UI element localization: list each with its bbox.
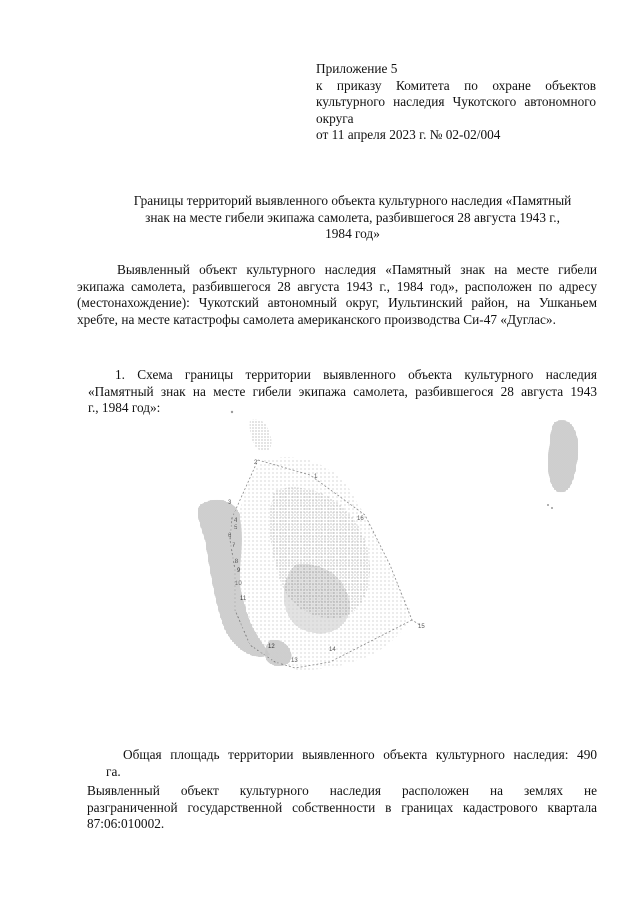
- appendix-committee-line: культурного наследия Чукотского автономного: [316, 94, 596, 109]
- land-line-3: 87:06:010002.: [87, 816, 165, 831]
- appendix-date-line: от 11 апреля 2023 г. № 02-02/004: [316, 127, 501, 142]
- document-title: [100, 193, 605, 243]
- map-point-3: 3: [228, 500, 232, 506]
- map-point-16: 16: [357, 516, 364, 522]
- appendix-number: Приложение 5: [316, 61, 398, 76]
- land-status-paragraph: [77, 783, 597, 833]
- map-point-15: 15: [418, 624, 425, 630]
- scheme-line-1: 1. Схема границы территории выявленного объекта культурного наследия: [115, 367, 597, 382]
- intro-line-1: Выявленный объект культурного наследия «Памятный знак на месте гибели: [117, 262, 597, 277]
- intro-line-3: (местонахождение): Чукотский автономный округ, Иультинский район, на Ушканьем: [77, 295, 597, 310]
- area-line-2: га.: [106, 763, 121, 779]
- appendix-header: [316, 61, 596, 144]
- map-point-9: 9: [237, 568, 241, 574]
- scheme-line-3: г., 1984 год»:: [88, 400, 161, 415]
- map-point-2: 2: [254, 460, 258, 466]
- map-point-1: 1: [314, 474, 318, 480]
- intro-line-4: хребте, на месте катастрофы самолета американского производства Си-47 «Дуглас».: [77, 311, 556, 327]
- intro-paragraph: [77, 262, 597, 328]
- map-point-14: 14: [329, 647, 336, 653]
- appendix-region-line: округа: [316, 110, 354, 126]
- map-point-8: 8: [235, 559, 239, 565]
- title-line-1: Границы территорий выявленного объекта культурного наследия «Памятный: [133, 193, 572, 208]
- title-line-3: 1984 год»: [325, 226, 380, 241]
- map-point-13: 13: [291, 658, 298, 664]
- land-line-2: разграниченной государственной собственности в границах кадастрового квартала: [87, 799, 597, 815]
- scheme-line-2: «Памятный знак на месте гибели экипажа самолета, разбившегося 28 августа 1943: [88, 383, 597, 399]
- map-point-10: 10: [235, 581, 242, 587]
- boundary-scheme-map: [180, 400, 600, 700]
- map-point-4: 4: [234, 518, 238, 524]
- land-line-1: Выявленный объект культурного наследия расположен на землях не: [87, 783, 597, 798]
- intro-line-2: экипажа самолета, разбившегося 28 августа 1943 г., 1984 год», расположен по адресу: [77, 278, 597, 294]
- map-point-5: 5: [234, 525, 238, 531]
- area-line-1: Общая площадь территории выявленного объекта культурного наследия: 490: [123, 747, 597, 762]
- appendix-order-line: к приказу Комитета по охране объектов: [316, 77, 596, 93]
- map-point-12: 12: [268, 644, 275, 650]
- terrain-shading: [198, 419, 578, 670]
- title-line-2: знак на месте гибели экипажа самолета, разбившегося 28 августа 1943 г.,: [145, 209, 560, 225]
- map-point-7: 7: [232, 543, 236, 549]
- map-point-6: 6: [228, 533, 232, 539]
- map-point-11: 11: [240, 596, 247, 602]
- total-area-paragraph: [88, 747, 597, 780]
